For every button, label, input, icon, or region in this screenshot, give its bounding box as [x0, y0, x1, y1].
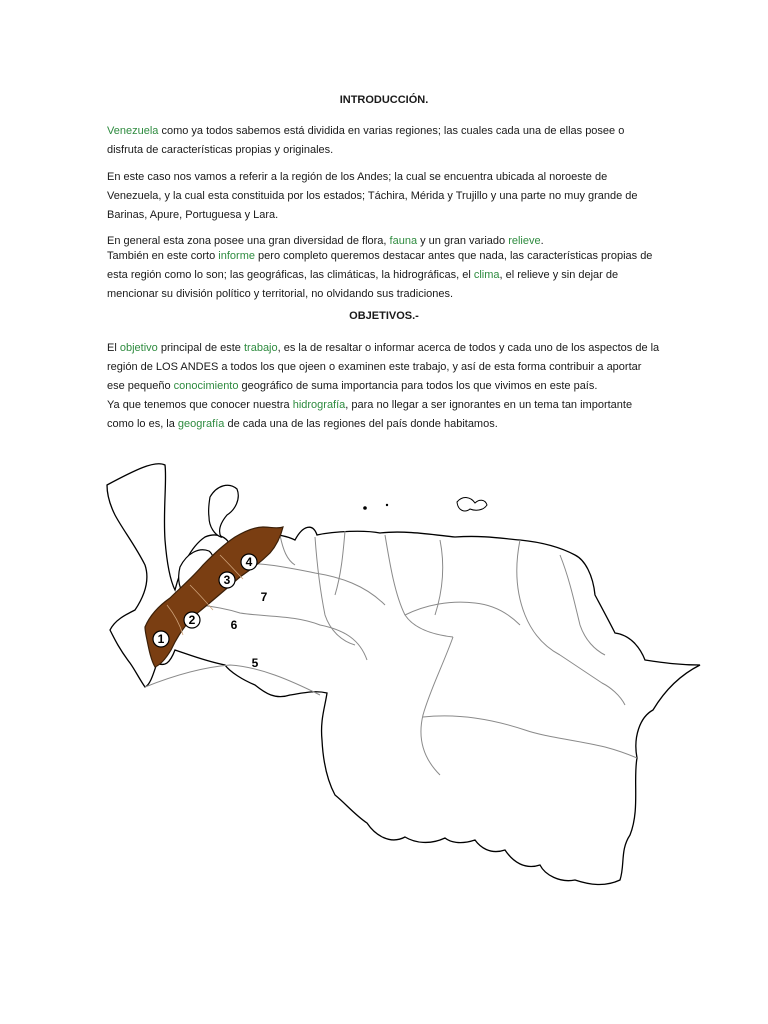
text-span: , el relieve y sin dejar de mencionar su división político y territorial, no olvidando sus tradiciones.: [107, 269, 619, 300]
link-venezuela[interactable]: Venezuela: [107, 125, 159, 137]
badge-2: [184, 612, 200, 628]
text-span: principal de este: [157, 342, 244, 354]
paraguana-peninsula: [209, 485, 239, 537]
text-span: Ya que tenemos que conocer nuestra: [107, 399, 293, 411]
badge-label-2: 2: [188, 613, 196, 627]
small-island: [363, 506, 367, 510]
margarita-island: [457, 498, 487, 511]
link-fauna[interactable]: fauna: [389, 235, 418, 247]
venezuela-map: [105, 455, 705, 895]
link-hidrografia[interactable]: hidrografía: [292, 399, 346, 411]
intro-paragraph-1: [107, 122, 662, 160]
small-island: [386, 504, 388, 506]
link-relieve[interactable]: relieve: [508, 235, 541, 247]
text-span: pero completo queremos destacar antes que nada, las características propias de esta región como lo son; las geográficas, las climáticas, la hidrográficas, el: [107, 250, 653, 281]
badge-4: [241, 554, 257, 570]
text-span: .: [540, 235, 544, 247]
badge-1: [153, 631, 169, 647]
link-objetivo[interactable]: objetivo: [119, 342, 158, 354]
text-span: , es la de resaltar o informar acerca de todos y cada uno de los aspectos de la región de LOS ANDES a todos los que ojeen o examinen este trabajo, y así de esta forma contribuir a aportar ese pequeño: [107, 342, 660, 392]
link-informe[interactable]: informe: [218, 250, 255, 262]
text-span: En general esta zona posee una gran diversidad de flora,: [107, 235, 390, 247]
text-span: También en este corto: [107, 250, 219, 262]
link-trabajo[interactable]: trabajo: [243, 342, 278, 354]
text-span: como ya todos sabemos está dividida en varias regiones; las cuales cada una de ellas posee o disfruta de características propias y originales.: [107, 125, 625, 156]
link-conocimiento[interactable]: conocimiento: [173, 380, 239, 392]
badge-label-1: 1: [157, 632, 165, 646]
text-span: geográfico de suma importancia para todos los que vivimos en este país.: [238, 380, 598, 392]
map-label-6: 6: [230, 618, 238, 632]
intro-heading: INTRODUCCIÓN.: [339, 94, 429, 106]
objectives-heading: OBJETIVOS.-: [349, 310, 419, 322]
badge-label-4: 4: [245, 555, 253, 569]
text-span: y un gran variado: [417, 235, 509, 247]
map-country-outline: [107, 464, 700, 885]
text-span: , para no llegar a ser ignorantes en un tema tan importante como lo es, la: [107, 399, 633, 430]
badge-label-3: 3: [223, 573, 231, 587]
objectives-paragraph: [107, 339, 662, 434]
link-geografia[interactable]: geografía: [177, 418, 225, 430]
intro-paragraph-2: En este caso nos vamos a referir a la región de los Andes; la cual se encuentra ubicada al noroeste de Venezuela, y la cual esta constituida por los estados; Táchira, Mérida y Trujillo y una parte no muy grande de Barinas, Apure, Portuguesa y Lara.: [107, 171, 638, 221]
text-span: El: [107, 342, 120, 354]
badge-3: [219, 572, 235, 588]
text-span: de cada una de las regiones del país donde habitamos.: [224, 418, 498, 430]
map-label-7: 7: [260, 590, 268, 604]
intro-paragraph-4: [107, 247, 662, 304]
map-label-5: 5: [251, 656, 259, 670]
link-clima[interactable]: clima: [473, 269, 500, 281]
